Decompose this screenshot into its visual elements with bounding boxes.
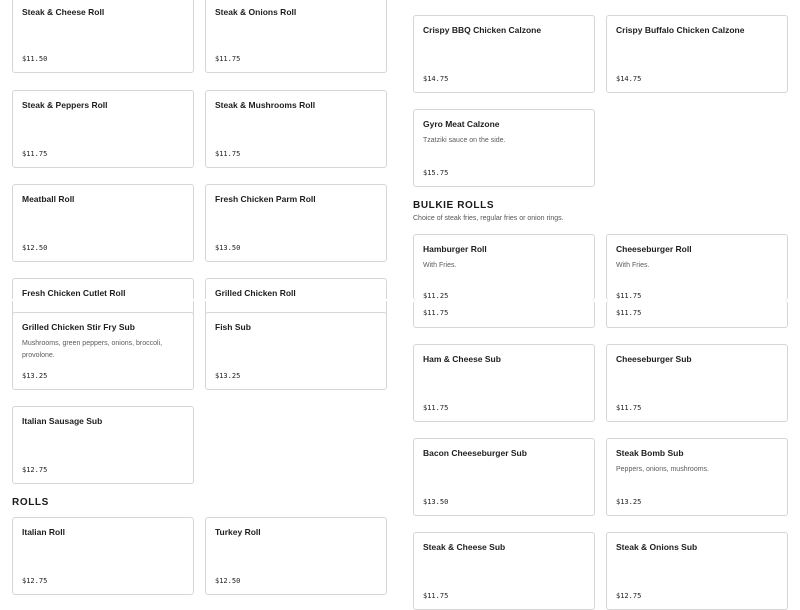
item-name: Steak & Peppers Roll: [22, 100, 108, 110]
item-price: $14.75: [423, 75, 449, 83]
item-price: $13.50: [215, 244, 241, 252]
menu-item-card[interactable]: [205, 312, 387, 390]
section-title-rolls: ROLLS: [12, 497, 49, 508]
item-name: Steak & Onions Sub: [616, 542, 698, 552]
item-price: $13.25: [215, 372, 241, 380]
item-name: Gyro Meat Calzone: [423, 119, 500, 129]
item-name: Steak Bomb Sub: [616, 448, 684, 458]
item-price: $11.75: [616, 404, 642, 412]
menu-item-card[interactable]: [12, 517, 194, 595]
item-name: Hamburger Roll: [423, 244, 487, 254]
item-name: Bacon Cheeseburger Sub: [423, 448, 527, 458]
item-name: Steak & Cheese Roll: [22, 7, 105, 17]
menu-item-card[interactable]: [413, 438, 595, 516]
item-name: Turkey Roll: [215, 527, 261, 537]
item-name: Grilled Chicken Roll: [215, 288, 296, 298]
item-name: Cheeseburger Sub: [616, 354, 692, 364]
item-price: $11.75: [616, 309, 642, 317]
item-price: $15.75: [423, 169, 449, 177]
item-price: $11.75: [215, 150, 241, 158]
menu-item-card[interactable]: [205, 517, 387, 595]
item-price: $11.75: [22, 150, 48, 158]
item-name: Grilled Chicken Stir Fry Sub: [22, 322, 135, 332]
item-name: Italian Roll: [22, 527, 65, 537]
item-price: $11.75: [616, 292, 642, 300]
menu-item-card[interactable]: [205, 0, 387, 73]
menu-item-card[interactable]: [12, 406, 194, 484]
item-name: Crispy Buffalo Chicken Calzone: [616, 25, 745, 35]
item-price: $11.75: [423, 592, 449, 600]
section-subtitle: Choice of steak fries, regular fries or onion rings.: [413, 215, 564, 222]
item-name: Fresh Chicken Parm Roll: [215, 194, 316, 204]
menu-item-card[interactable]: [606, 344, 788, 422]
item-price: $13.50: [423, 498, 449, 506]
menu-item-card[interactable]: [606, 532, 788, 610]
item-price: $14.75: [616, 75, 642, 83]
item-price: $12.75: [22, 466, 48, 474]
item-price: $11.50: [22, 55, 48, 63]
menu-item-card[interactable]: [413, 234, 595, 300]
menu-item-card[interactable]: [12, 0, 194, 73]
item-price: $13.25: [616, 498, 642, 506]
menu-item-card[interactable]: [606, 438, 788, 516]
item-price: $13.25: [22, 372, 48, 380]
item-name: Fish Sub: [215, 322, 251, 332]
menu-item-card[interactable]: [606, 15, 788, 93]
item-description: With Fries.: [423, 262, 457, 269]
item-name: Italian Sausage Sub: [22, 416, 103, 426]
menu-item-card[interactable]: [606, 234, 788, 300]
item-name: Steak & Mushrooms Roll: [215, 100, 316, 110]
item-name: Ham & Cheese Sub: [423, 354, 501, 364]
item-description: Peppers, onions, mushrooms.: [616, 466, 709, 473]
menu-item-card[interactable]: [12, 184, 194, 262]
menu-item-card[interactable]: [205, 184, 387, 262]
item-name: Steak & Cheese Sub: [423, 542, 506, 552]
item-description: Tzatziki sauce on the side.: [423, 137, 506, 144]
menu-item-card[interactable]: [413, 344, 595, 422]
item-price: $11.75: [423, 404, 449, 412]
menu-item-card[interactable]: [413, 532, 595, 610]
item-name: Steak & Onions Roll: [215, 7, 297, 17]
item-price: $11.75: [423, 309, 449, 317]
menu-item-card[interactable]: [12, 312, 194, 390]
item-price: $12.75: [616, 592, 642, 600]
item-price: $12.75: [22, 577, 48, 585]
item-name: Cheeseburger Roll: [616, 244, 692, 254]
item-name: Meatball Roll: [22, 194, 75, 204]
menu-item-card[interactable]: [205, 90, 387, 168]
item-description: With Fries.: [616, 262, 650, 269]
item-price: $12.50: [215, 577, 241, 585]
menu-item-card[interactable]: [413, 15, 595, 93]
item-description: Mushrooms, green peppers, onions, broccoli, provolone.: [22, 340, 163, 359]
menu-item-card[interactable]: [606, 301, 788, 328]
item-price: $11.75: [215, 55, 241, 63]
menu-item-card[interactable]: [413, 109, 595, 187]
menu-item-card[interactable]: [12, 90, 194, 168]
item-price: $12.50: [22, 244, 48, 252]
item-name: Crispy BBQ Chicken Calzone: [423, 25, 542, 35]
section-title-bulkie-rolls: BULKIE ROLLS: [413, 200, 495, 211]
item-name: Fresh Chicken Cutlet Roll: [22, 288, 126, 298]
menu-item-card[interactable]: [413, 301, 595, 328]
item-price: $11.25: [423, 292, 449, 300]
